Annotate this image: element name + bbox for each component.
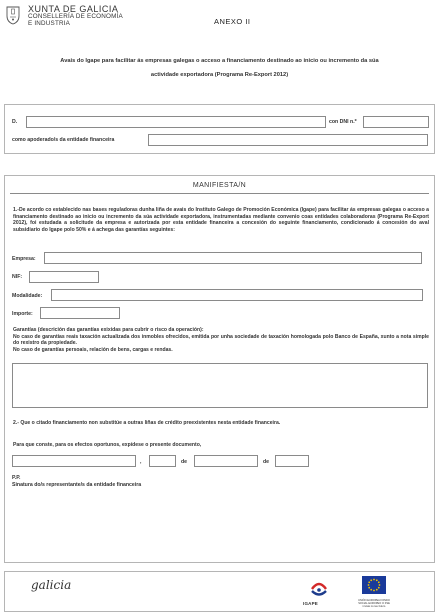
page-header	[4, 3, 435, 33]
coat-of-arms-icon	[6, 5, 20, 25]
eu-flag-icon	[362, 576, 386, 594]
guarantees-personal: No caso de garantías persoais, relación de bens, cargas e rendas.	[13, 346, 173, 353]
clause-1: 1.-De acordo co establecido nas bases reguladoras dunha liña de avais do Instituto Galego de Promoción Económica (Igape) para facilitar ás empresas galegas o acceso a financiamento destinado ao inicio ou incremento da súa actividade exportadora, instrumentadas mediante convenio coas entidades colaboradoras (Programa Re-Export 2012), foi estudada a solicitude da empresa e autorizada por esta entidade financeira a concesión do seguinte financiamento, condicionado á concesión do aval subsidiario do Igape polo 50% e á achega das garantías seguintes:	[13, 207, 429, 233]
dni-label: con DNI n.º	[329, 119, 357, 125]
eu-caption: UNIÓN EUROPEA FONDO SOCIAL EUROPEO O FSE inviste no teu futuro	[358, 599, 390, 608]
nif-label: NIF:	[12, 274, 23, 280]
date-de-2: de	[263, 459, 270, 465]
page-footer	[4, 571, 435, 612]
modality-field[interactable]	[51, 289, 423, 301]
name-field[interactable]	[26, 116, 326, 128]
amount-field[interactable]	[40, 307, 120, 319]
name-label: D.	[12, 119, 18, 125]
guarantees-textarea[interactable]	[12, 363, 428, 408]
financial-entity-field[interactable]	[148, 134, 428, 146]
pp-label: P.P.	[12, 475, 21, 481]
heading-divider	[10, 193, 429, 194]
dni-field[interactable]	[363, 116, 429, 128]
igape-logo-icon	[309, 578, 329, 598]
issuance-text: Para que conste, para os efectos oportunos, expídese o presente documento,	[13, 442, 202, 448]
annex-label: ANEXO II	[214, 17, 251, 26]
department-line1: CONSELLERÍA DE ECONOMÍA	[28, 13, 123, 20]
manifest-heading: MANIFIESTA/N	[192, 182, 247, 189]
place-field[interactable]	[12, 455, 136, 467]
guarantees-real: No caso de garantías reais taxación actualizada dos inmobles ofrecidos, emitida por unha sociedade de taxación homologada polo Banco de España, xunto a nota simple do rexistro da propiedade.	[13, 333, 429, 347]
title-line1: Avais do Igape para facilitar ás empresas galegas o acceso a financiamento destinado ao inicio ou incremento da súa	[60, 58, 379, 64]
organization-block	[28, 4, 123, 28]
day-field[interactable]	[149, 455, 176, 467]
applicant-section	[4, 104, 435, 154]
document-title	[6, 54, 433, 82]
amount-label: Importe:	[12, 311, 33, 317]
year-field[interactable]	[275, 455, 309, 467]
nif-field[interactable]	[29, 271, 99, 283]
galicia-logo: galicia	[31, 578, 72, 592]
title-line2: actividade exportadora (Programa Re-Export 2012)	[150, 72, 289, 78]
signature-label: Sinatura do/s representante/s da entidade financeira	[12, 482, 142, 488]
guarantees-block	[13, 327, 429, 353]
manifest-section	[4, 175, 435, 563]
date-comma: ,	[140, 459, 142, 465]
igape-label: IGAPE	[303, 601, 319, 606]
date-de-1: de	[181, 459, 188, 465]
department-line2: E INDUSTRIA	[28, 19, 71, 27]
modality-label: Modalidade:	[12, 293, 43, 299]
organization-name: XUNTA DE GALICIA	[28, 4, 119, 14]
role-label: como apoderado/s da entidade financeira	[12, 137, 115, 143]
clause-2: 2.- Que o citado financiamento non substitúe a outras liñas de crédito preexistentes nesta entidade financeira.	[13, 420, 281, 426]
company-label: Empresa:	[12, 256, 36, 262]
company-field[interactable]	[44, 252, 422, 264]
month-field[interactable]	[194, 455, 258, 467]
guarantees-title: Garantías (descrición das garantías exixidas para cubrir o risco da operación):	[13, 327, 204, 333]
